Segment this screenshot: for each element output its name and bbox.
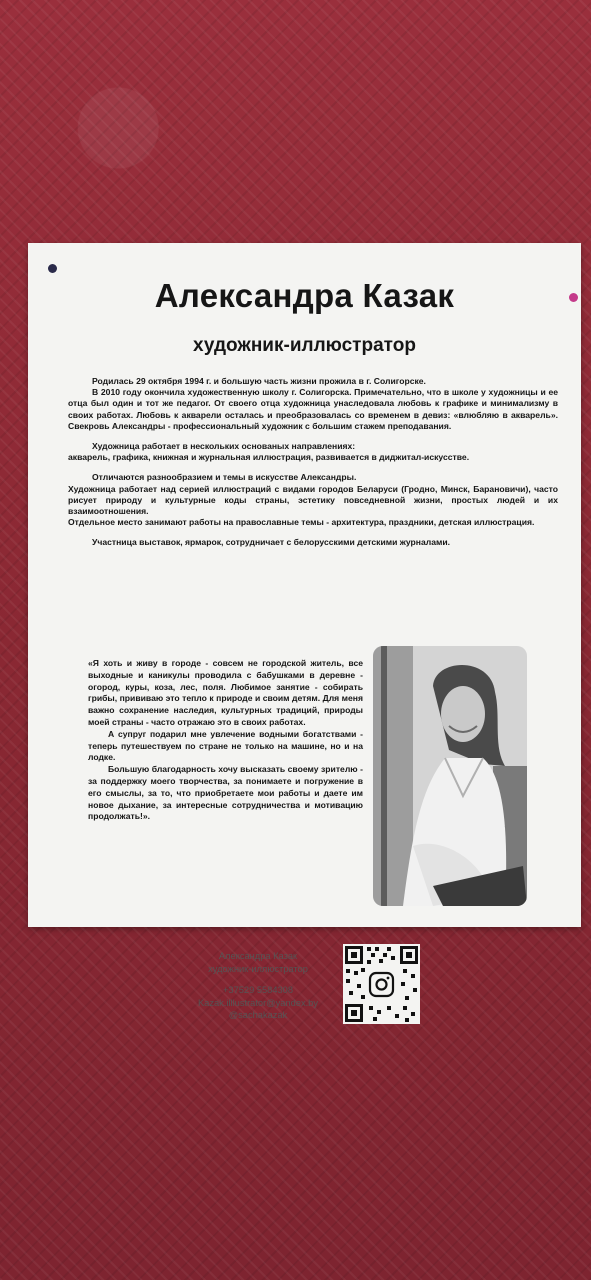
quote-paragraph: А супруг подарил мне увлечение водными богатствами - теперь путешествуем по стране не только на машине, но и на лодке. — [88, 728, 363, 763]
contact-handle: @sachakazak — [228, 1010, 288, 1020]
poster — [28, 243, 581, 1020]
pushpin-left — [48, 264, 57, 273]
bio-paragraph: акварель, графика, книжная и журнальная иллюстрация, развивается в диджитал-искусстве. — [68, 452, 470, 463]
bio-paragraph: Художница работает над серией иллюстраций с видами городов Беларуси (Гродно, Минск, Барановичи), часто рисует природу и культурные коды страны, эстетику повседневной жизни, простых людей и их взаимоотношения. — [68, 483, 558, 517]
contact-name: Александра Казак — [218, 951, 298, 961]
artist-quote — [88, 658, 363, 823]
bio-paragraph: Родилась 29 октября 1994 г. и большую часть жизни прожила в г. Солигорске. — [92, 376, 426, 386]
contact-role: художник-иллюстратор — [208, 963, 308, 974]
artist-name: Александра Казак — [154, 277, 455, 314]
bio-paragraph: Участница выставок, ярмарок, сотрудничает с белорусскими детскими журналами. — [92, 537, 451, 548]
contact-phone: +37529 5584308 — [222, 985, 294, 995]
instagram-icon — [367, 970, 396, 999]
contact-email: Kazak.illlustrator@yandex.by — [197, 997, 319, 1008]
quote-paragraph: Большую благодарность хочу высказать своему зрителю - за поддержку моего творчества, за понимаете и погружение в его смыслы, за то, что приобретаете мои работы и даете им новое дыхание, за интересные сотрудничества и мотивацию продолжать!». — [88, 764, 363, 822]
artist-role: художник-иллюстратор — [193, 335, 416, 356]
artist-photo — [373, 646, 527, 906]
qr-code-icon — [343, 944, 420, 1024]
contacts — [158, 950, 358, 1022]
biography — [68, 376, 558, 549]
bio-paragraph: Художница работает в нескольких основаных направлениях: — [92, 441, 356, 452]
bio-paragraph: Отличаются разнообразием и темы в искусстве Александры. — [92, 472, 357, 483]
bio-paragraph: Отдельное место занимают работы на православные темы - архитектура, праздники, детская иллюстрация. — [68, 517, 535, 528]
bio-paragraph: В 2010 году окончила художественную школу г. Солигорска. Примечательно, что в школе у художницы и ее отца был один и тот же педагог. От своего отца художница унаследовала любовь к графике и минимализму в своих работах. Любовь к акварели осталась и преобразовалась со временем в девиз: «влюбляю в акварель». Свекровь Александры - профессиональный художник с большим стажем преподавания. — [68, 387, 558, 431]
quote-paragraph: «Я хоть и живу в городе - совсем не городской житель, все выходные и каникулы проводила с бабушками в деревне - огород, куры, коза, лес, поля. Любимое занятие - собирать грибы, прививаю это тепло к природе и своим детям. Для меня важно сохранение наследия, культурных традиций, природы моей страны - часто отражаю это в своих работах. — [88, 658, 363, 727]
